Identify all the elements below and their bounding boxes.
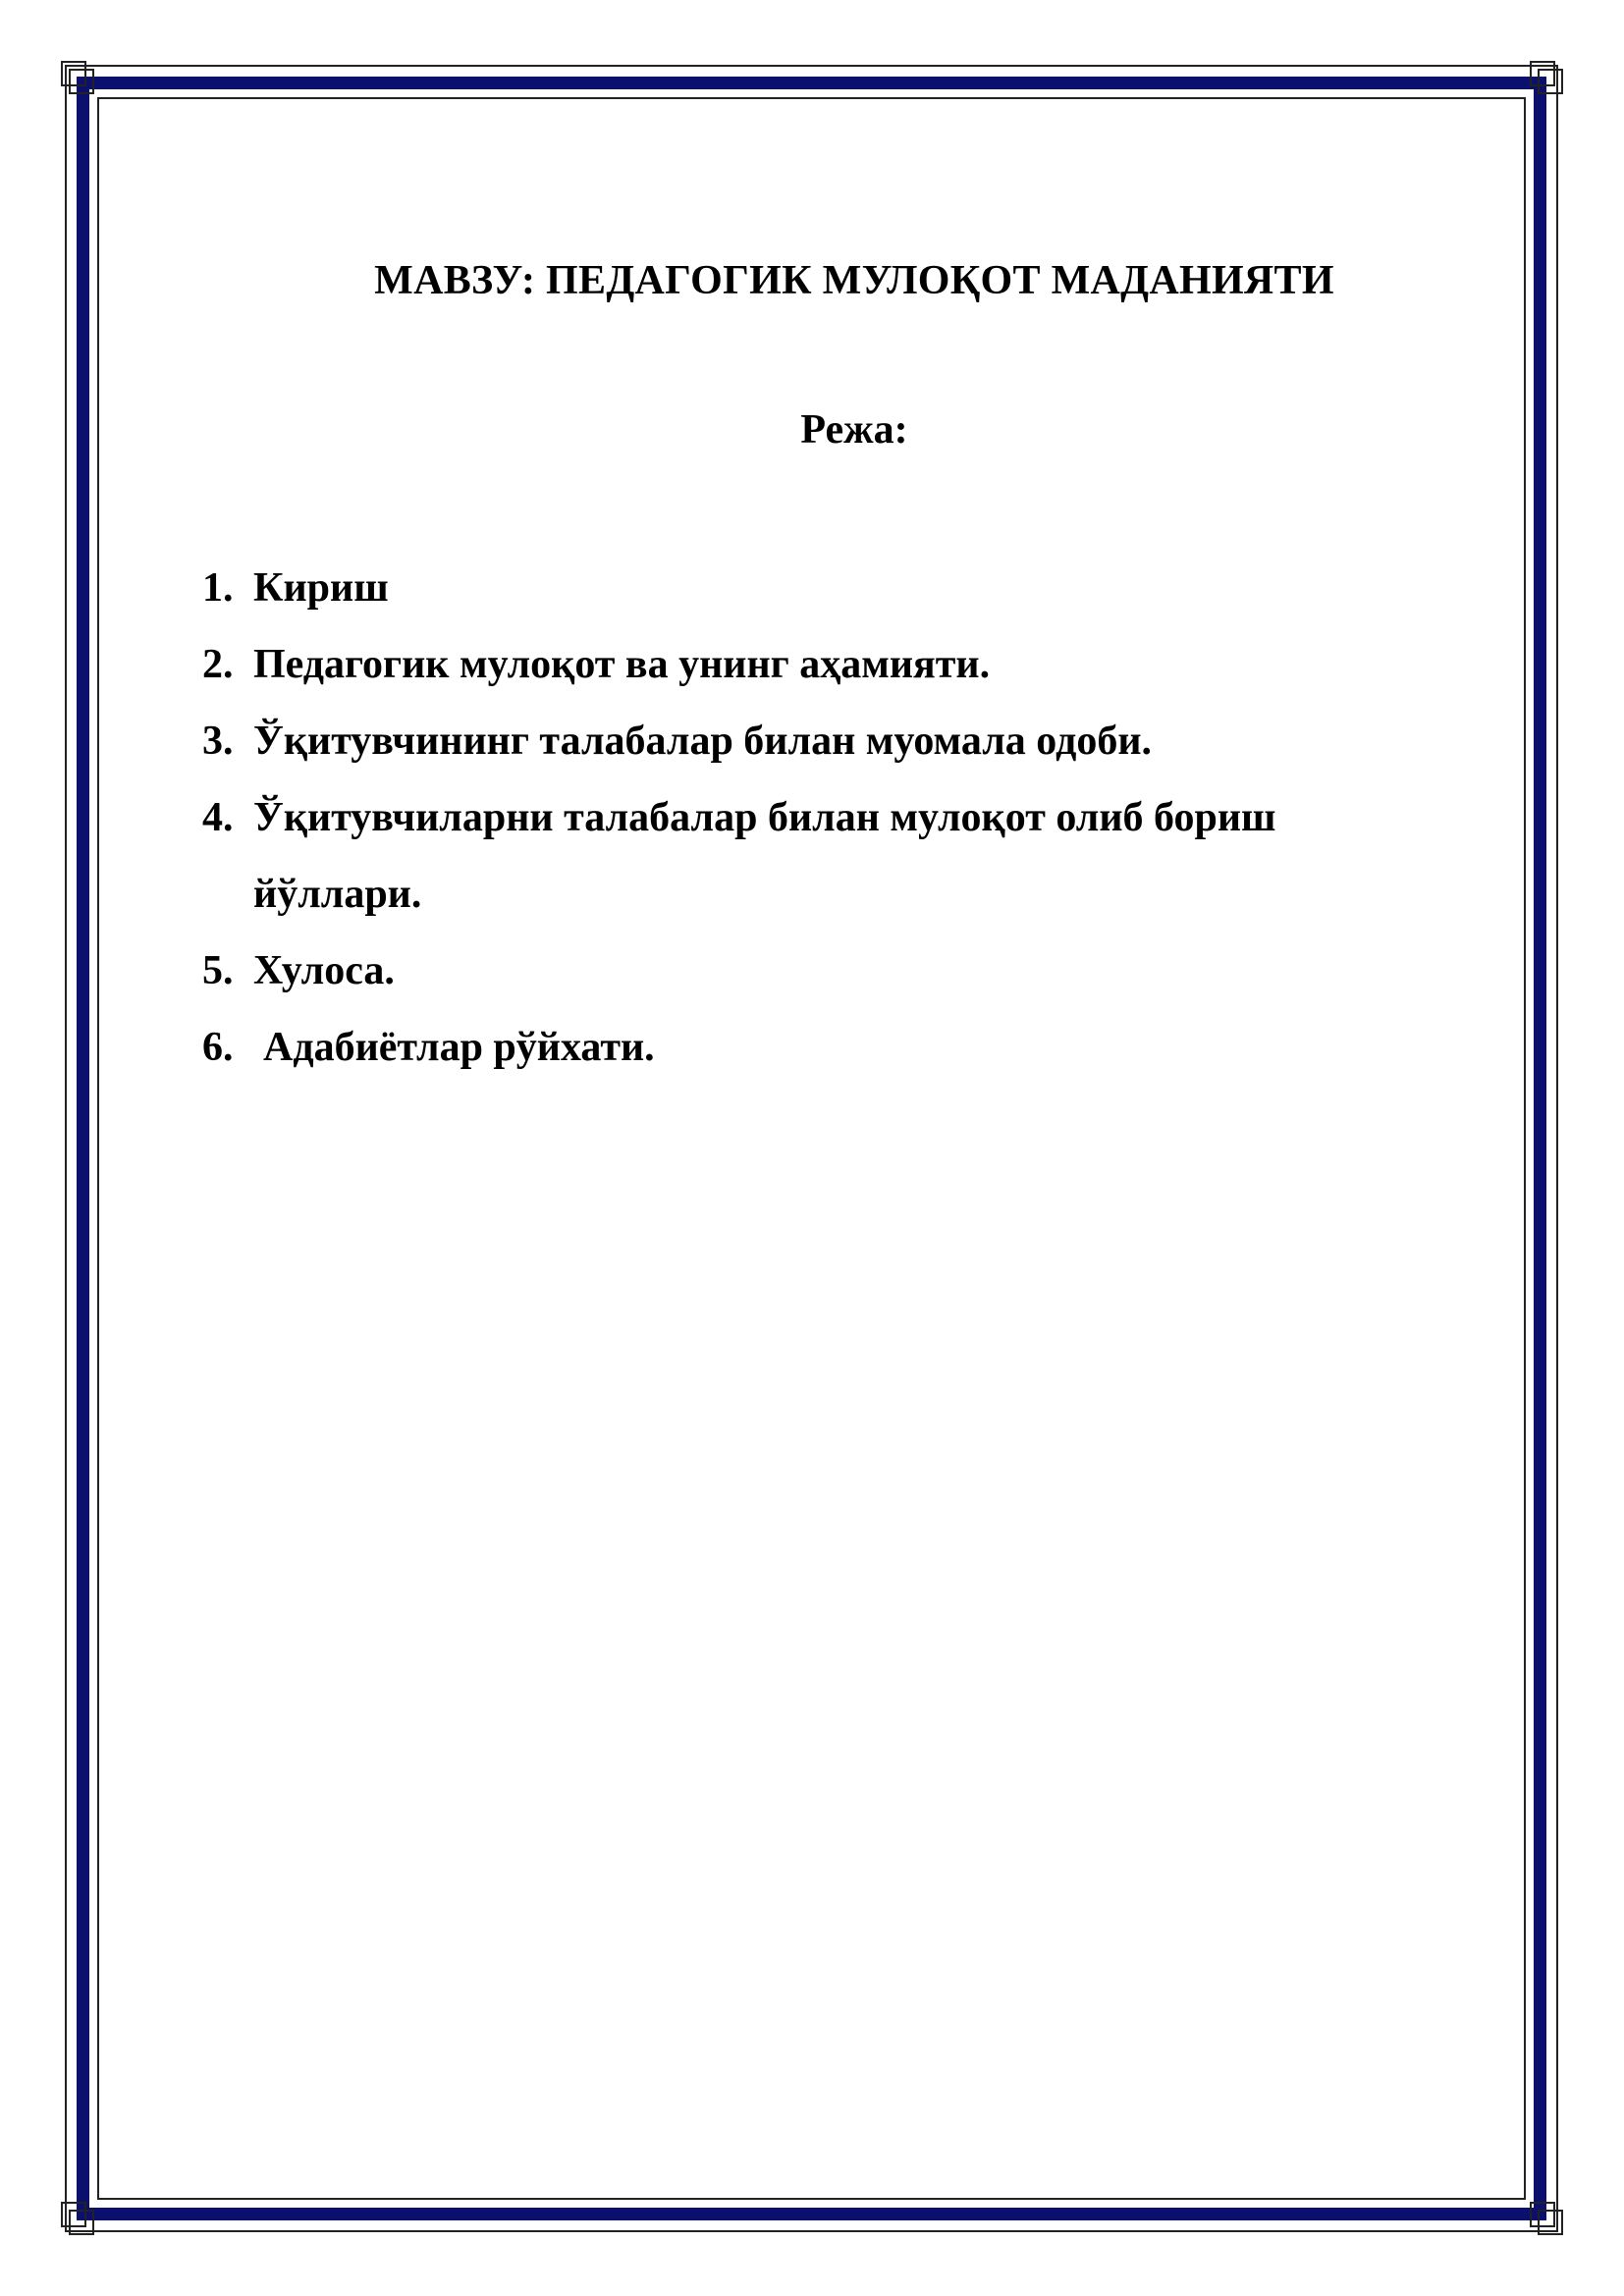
plan-heading: Режа: [800, 407, 908, 453]
document-title: МАВЗУ: ПЕДАГОГИК МУЛОҚОТ МАДАНИЯТИ [374, 258, 1334, 303]
plan-item-text: Хулоса. [253, 948, 395, 993]
plan-item-text: Ўқитувчининг талабалар билан муомала одоби. [253, 719, 1153, 764]
plan-item-number: 5. [202, 948, 234, 993]
plan-item-number: 3. [202, 719, 234, 764]
plan-item [202, 779, 1439, 933]
plan-item-number: 6. [202, 1025, 234, 1070]
plan-item-number: 4. [202, 795, 234, 840]
plan-item-text: Педагогик мулоқот ва унинг аҳамияти. [253, 642, 991, 687]
border-corner-ornament [61, 2202, 94, 2235]
plan-item-number: 2. [202, 642, 234, 687]
plan-item [202, 550, 1439, 626]
border-corner-ornament [61, 61, 94, 94]
plan-item-text: Ўқитувчиларни талабалар билан мулоқот олиб бориш йўллари. [253, 795, 1276, 917]
plan-item-text: Адабиётлар рўйхати. [263, 1025, 655, 1070]
plan-item [202, 933, 1439, 1009]
plan-item [202, 626, 1439, 703]
plan-list [202, 550, 1439, 1086]
border-corner-ornament [1530, 2202, 1563, 2235]
plan-item-text: Кириш [253, 565, 389, 611]
plan-item [202, 703, 1439, 779]
border-corner-ornament [1530, 61, 1563, 94]
plan-item [202, 1009, 1439, 1086]
plan-item-number: 1. [202, 565, 234, 611]
